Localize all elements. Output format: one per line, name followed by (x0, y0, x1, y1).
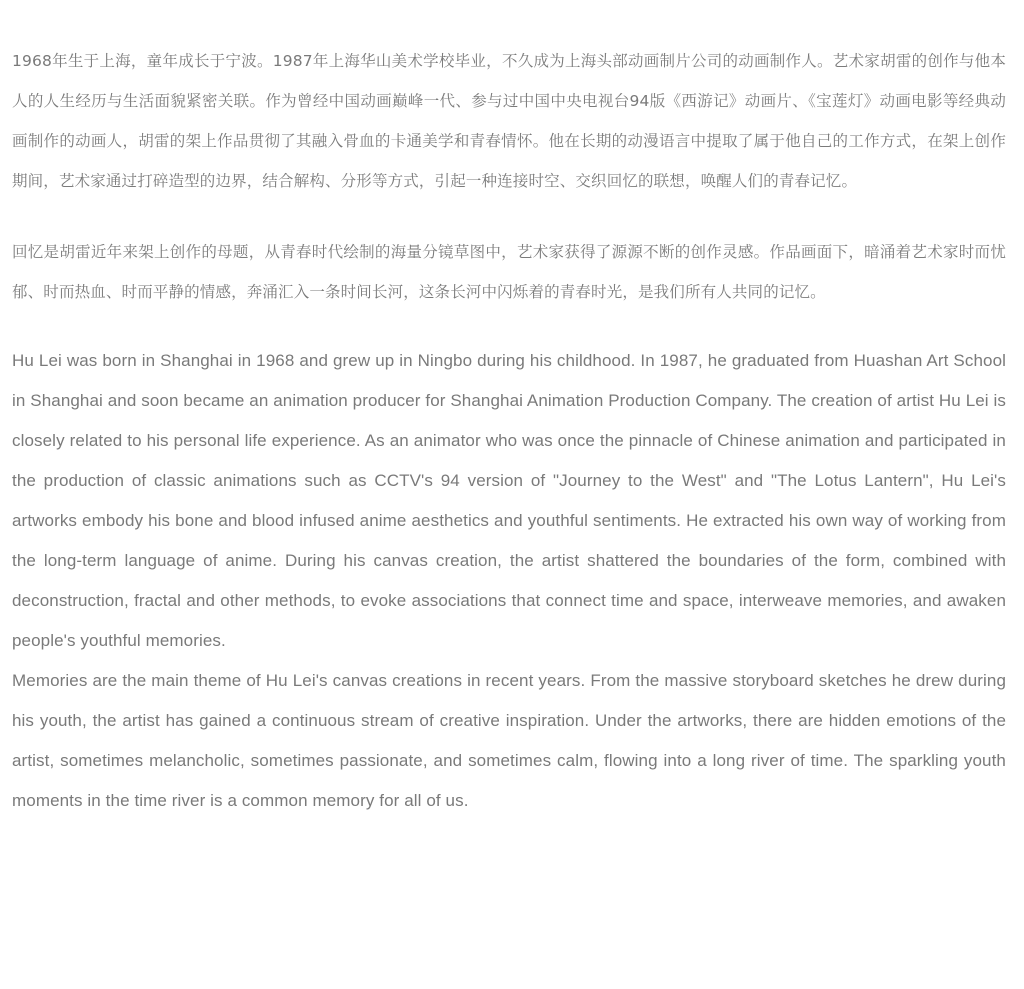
paragraph-en-2: Memories are the main theme of Hu Lei's canvas creations in recent years. From the massive storyboard sketches he drew during his youth, the artist has gained a continuous stream of creative inspiration. Under the artworks, there are hidden emotions of the artist, sometimes melancholic, sometimes passionate, and sometimes calm, flowing into a long river of time. The sparkling youth moments in the time river is a common memory for all of us. (12, 671, 1006, 810)
paragraph-en-1: Hu Lei was born in Shanghai in 1968 and grew up in Ningbo during his childhood. In 1987, he graduated from Huashan Art School in Shanghai and soon became an animation producer for Shanghai Animation Production Company. The creation of artist Hu Lei is closely related to his personal life experience. As an animator who was once the pinnacle of Chinese animation and participated in the production of classic animations such as CCTV's 94 version of "Journey to the West" and "The Lotus Lantern", Hu Lei's artworks embody his bone and blood infused anime aesthetics and youthful sentiments. He extracted his own way of working from the long-term language of anime. During his canvas creation, the artist shattered the boundaries of the form, combined with deconstruction, fractal and other methods, to evoke associations that connect time and space, interweave memories, and awaken people's youthful memories. (12, 351, 1006, 650)
article-body (12, 41, 1006, 821)
paragraph-zh-1: 1968年生于上海，童年成长于宁波。1987年上海华山美术学校毕业，不久成为上海头部动画制片公司的动画制作人。艺术家胡雷的创作与他本人的人生经历与生活面貌紧密关联。作为曾经中国动画巅峰一代、参与过中国中央电视台94版《西游记》动画片、《宝莲灯》动画电影等经典动画制作的动画人，胡雷的架上作品贯彻了其融入骨血的卡通美学和青春情怀。他在长期的动漫语言中提取了属于他自己的工作方式，在架上创作期间，艺术家通过打碎造型的边界，结合解构、分形等方式，引起一种连接时空、交织回忆的联想，唤醒人们的青春记忆。 (12, 52, 1006, 190)
paragraph-zh-2: 回忆是胡雷近年来架上创作的母题，从青春时代绘制的海量分镜草图中，艺术家获得了源源不断的创作灵感。作品画面下，暗涌着艺术家时而忧郁、时而热血、时而平静的情感，奔涌汇入一条时间长河，这条长河中闪烁着的青春时光，是我们所有人共同的记忆。 (12, 243, 1006, 301)
